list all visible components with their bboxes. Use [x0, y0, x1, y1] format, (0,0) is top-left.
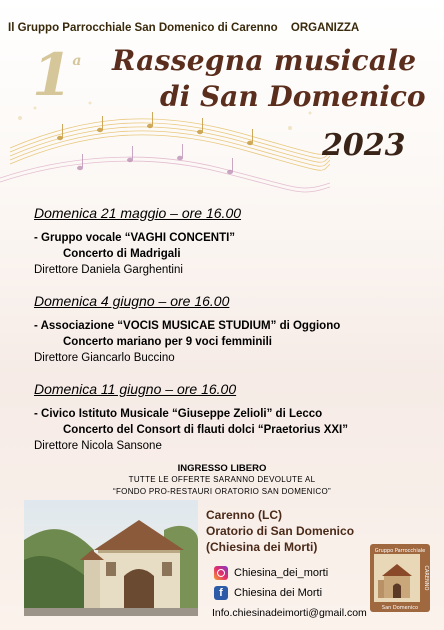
event-director: Direttore Nicola Sansone [34, 440, 162, 452]
organizer-text: Il Gruppo Parrocchiale San Domenico di Carenno [8, 22, 278, 34]
facebook-icon: f [214, 586, 228, 600]
facebook-link[interactable] [214, 586, 322, 600]
logo-text-side: CARENNO [423, 565, 429, 591]
instagram-handle: Chiesina_dei_morti [234, 567, 329, 579]
event-date: Domenica 21 maggio – ore 16.00 [34, 205, 242, 221]
event-date: Domenica 4 giugno – ore 16.00 [34, 293, 230, 309]
logo-text-top: Gruppo Parrocchiale [374, 548, 426, 554]
event-director: Direttore Daniela Garghentini [34, 264, 183, 276]
event-date: Domenica 11 giugno – ore 16.00 [34, 381, 237, 397]
instagram-icon [214, 566, 228, 580]
instagram-link[interactable] [214, 566, 328, 580]
title-year: 2023 [322, 128, 406, 163]
logo-text-bottom: San Domenico [381, 605, 419, 611]
offerings-line-2: “FONDO PRO-RESTAURI ORATORIO SAN DOMENICO” [113, 487, 331, 496]
event-program: Concerto del Consort di flauti dolci “Praetorius XXI” [63, 424, 348, 436]
event-performer: - Gruppo vocale “VAGHI CONCENTI” [34, 232, 236, 244]
place-chiesina: (Chiesina dei Morti) [206, 540, 318, 554]
event-program: Concerto mariano per 9 voci femminili [63, 336, 272, 348]
title-line-2: di San Domenico [160, 80, 426, 113]
parish-group-logo [370, 544, 430, 612]
email-address[interactable]: Info.chiesinadeimorti@gmail.com [212, 607, 367, 619]
title-line-1: Rassegna musicale [112, 44, 417, 77]
organizza-text: ORGANIZZA [290, 22, 360, 34]
place-town: Carenno (LC) [206, 508, 282, 522]
event-performer: - Associazione “VOCIS MUSICAE STUDIUM” di Oggiono [34, 320, 341, 332]
facebook-page: Chiesina dei Morti [234, 587, 323, 599]
event-performer: - Civico Istituto Musicale “Giuseppe Zelioli” di Lecco [34, 408, 323, 420]
place-oratory: Oratorio di San Domenico [206, 524, 355, 538]
event-director: Direttore Giancarlo Buccino [34, 352, 175, 364]
free-entry-text: INGRESSO LIBERO [177, 463, 267, 474]
edition-ordinal: 1$^a$ [32, 41, 82, 109]
event-program: Concerto di Madrigali [63, 248, 181, 260]
ordinal-suffix: a [72, 53, 82, 69]
offerings-line-1: TUTTE LE OFFERTE SARANNO DEVOLUTE AL [128, 475, 316, 484]
header-line [8, 22, 359, 34]
church-photo [24, 500, 198, 616]
